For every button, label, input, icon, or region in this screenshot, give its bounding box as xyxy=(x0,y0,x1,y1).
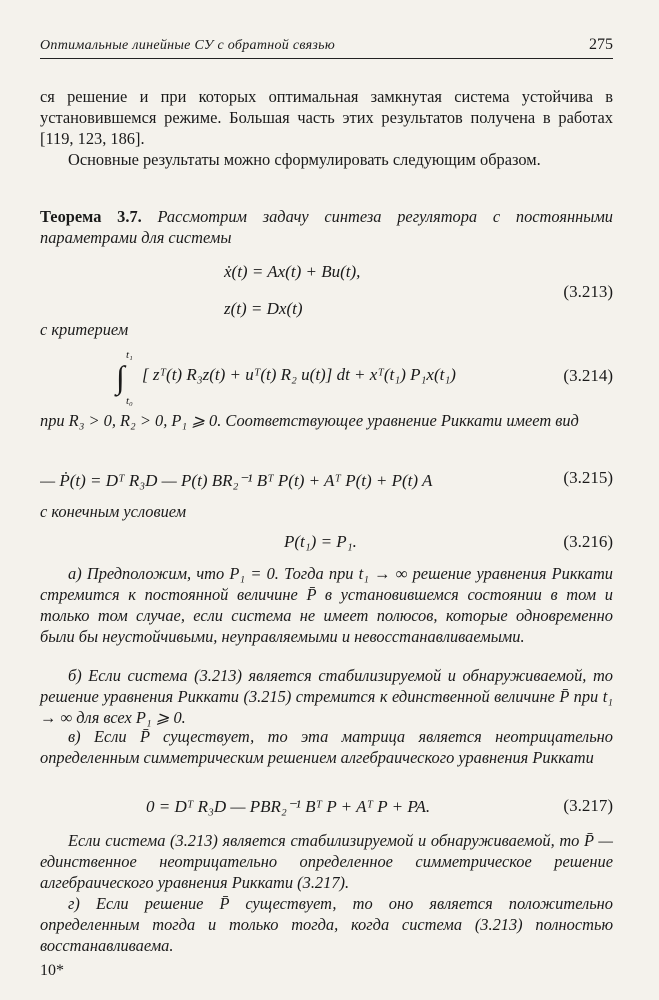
eq-3-216: P(t₁) = P₁. xyxy=(284,532,357,551)
header-title: Оптимальные линейные СУ с обратной связью xyxy=(40,38,335,53)
condition-text: при R₃ > 0, R₂ > 0, P₁ ⩾ 0. Соответствующее уравнение Риккати имеет вид xyxy=(40,411,579,430)
svg-text:[ zᵀ(t) R₃z(t) + uᵀ(t) R₂ u(t): [ zᵀ(t) R₃z(t) + uᵀ(t) R₂ u(t)] dt + xᵀ(t₁) P₁x(t₁) xyxy=(142,365,456,384)
svg-text:t₁: t₁ xyxy=(126,349,133,361)
item-d: г) Если решение P̄ существует, то оно является положительно определенным тогда и только тогда, когда система (3.213) полностью восстанавливаема. xyxy=(40,894,613,955)
theorem-label: Теорема 3.7. xyxy=(40,207,142,226)
svg-text:0 = Dᵀ R₃D — PBR₂⁻¹ Bᵀ P + Aᵀ: 0 = Dᵀ R₃D — PBR₂⁻¹ Bᵀ P + Aᵀ P + PA. xyxy=(146,797,431,816)
item-b: б) Если система (3.213) является стабилизируемой и обнаруживаемой, то решение уравнения Риккати (3.215) стремится к единственной величине P̄ при t₁ → ∞ для всех P₁ ⩾ 0. xyxy=(40,666,613,727)
eq-number-3-217: (3.217) xyxy=(563,796,613,815)
riccati-equation xyxy=(40,466,560,496)
svg-text:— Ṗ(t) = Dᵀ R₃D — P(t) BR₂⁻¹ B: — Ṗ(t) = Dᵀ R₃D — P(t) BR₂⁻¹ Bᵀ P(t) + Aᵀ P(t) + P(t) A xyxy=(40,471,433,490)
eq-3-217 xyxy=(146,792,536,822)
eq-3-215 xyxy=(40,466,560,496)
theorem-statement xyxy=(40,206,613,248)
eq-number-3-215: (3.215) xyxy=(563,468,613,487)
results-paragraph: Основные результаты можно сформулировать следующим образом. xyxy=(68,150,541,169)
theorem-text: Рассмотрим задачу синтеза регулятора с постоянными параметрами для системы xyxy=(40,207,613,247)
integral-formula xyxy=(112,346,542,406)
algebraic-riccati-equation xyxy=(146,792,536,822)
signature-mark: 10* xyxy=(40,962,64,979)
item-c: в) Если P̄ существует, то эта матрица является неотрицательно определенным симметрическим решением алгебраического уравнения Риккати xyxy=(40,727,613,767)
eq-3-214 xyxy=(112,346,542,406)
eq-number-3-216: (3.216) xyxy=(563,532,613,551)
intro-paragraph: ся решение и при которых оптимальная замкнутая система устойчива в установившемся режиме. Большая часть этих результатов получена в работах [119, 123, 186]. xyxy=(40,87,613,148)
svg-text:∫: ∫ xyxy=(116,359,125,395)
eq-3-213-line1: ẋ(t) = Ax(t) + Bu(t), xyxy=(224,262,361,281)
item-a: а) Предположим, что P₁ = 0. Тогда при t₁ → ∞ решение уравнения Риккати стремится к постоянной величине P̄ в установившемся состоянии в том и только том случае, если система не имеет полюсов, которые одновременно были бы неустойчивыми, неуправляемыми и невосстанавливаемыми. xyxy=(40,564,613,646)
uniqueness-paragraph: Если система (3.213) является стабилизируемой и обнаруживаемой, то P̄ — единственное неотрицательно определенное симметрическое решение алгебраического уравнения Риккати (3.217). xyxy=(40,831,613,892)
with-criterion-label: с критерием xyxy=(40,320,129,339)
eq-3-213-line2: z(t) = Dx(t) xyxy=(224,299,303,318)
page-number: 275 xyxy=(589,36,613,53)
svg-text:t₀: t₀ xyxy=(126,395,133,406)
running-header xyxy=(40,36,613,59)
eq-number-3-214: (3.214) xyxy=(563,366,613,385)
final-condition-label: с конечным условием xyxy=(40,502,187,521)
eq-number-3-213: (3.213) xyxy=(563,282,613,301)
